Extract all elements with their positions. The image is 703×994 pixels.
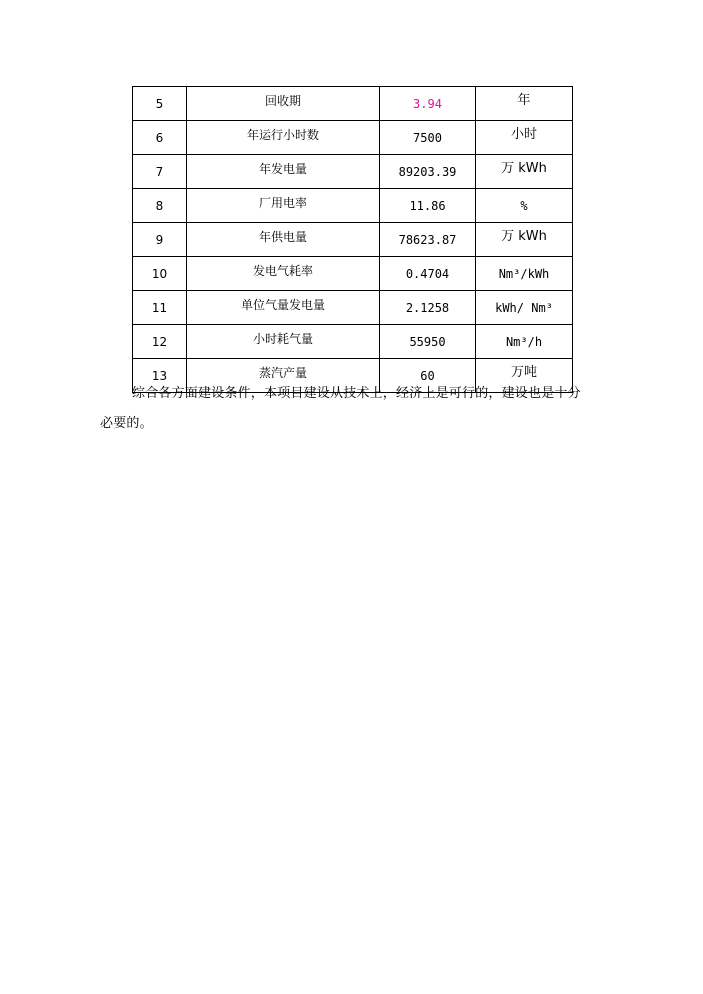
row-value-cell: 78623.87: [380, 223, 476, 257]
row-unit-cell: Nm³/h: [476, 325, 573, 359]
row-name-cell: 单位气量发电量: [187, 291, 380, 325]
row-unit-cell: Nm³/kWh: [476, 257, 573, 291]
row-index-cell: 5: [133, 87, 187, 121]
row-name-cell: 小时耗气量: [187, 325, 380, 359]
row-unit-cell: 年: [476, 87, 573, 121]
row-value-cell: 0.4704: [380, 257, 476, 291]
row-index-cell: 8: [133, 189, 187, 223]
row-unit-cell: 万 kWh: [476, 155, 573, 189]
row-name-cell: 发电气耗率: [187, 257, 380, 291]
row-index-cell: 12: [133, 325, 187, 359]
row-name-cell: 年发电量: [187, 155, 380, 189]
indicator-table-body: [133, 87, 573, 393]
row-value-cell: 3.94: [380, 87, 476, 121]
table-row: [133, 121, 573, 155]
indicator-table: [132, 86, 573, 393]
row-index-cell: 7: [133, 155, 187, 189]
table-row: [133, 291, 573, 325]
table-row: [133, 223, 573, 257]
row-unit-cell: 小时: [476, 121, 573, 155]
row-name-cell: 厂用电率: [187, 189, 380, 223]
conclusion-paragraph: 综合各方面建设条件，本项目建设从技术上，经济上是可行的，建设也是十分必要的。: [100, 386, 581, 431]
row-index-cell: 11: [133, 291, 187, 325]
row-value-cell: 11.86: [380, 189, 476, 223]
row-value-cell: 60: [380, 359, 476, 393]
row-name-cell: 蒸汽产量: [187, 359, 380, 393]
table-row: [133, 87, 573, 121]
row-index-cell: 9: [133, 223, 187, 257]
row-unit-cell: kWh/ Nm³: [476, 291, 573, 325]
row-name-cell: 年供电量: [187, 223, 380, 257]
row-index-cell: 13: [133, 359, 187, 393]
row-name-cell: 回收期: [187, 87, 380, 121]
table-row: [133, 257, 573, 291]
row-unit-cell: %: [476, 189, 573, 223]
row-value-cell: 89203.39: [380, 155, 476, 189]
table-row: [133, 155, 573, 189]
row-value-cell: 7500: [380, 121, 476, 155]
row-value-cell: 55950: [380, 325, 476, 359]
row-index-cell: 10: [133, 257, 187, 291]
row-index-cell: 6: [133, 121, 187, 155]
table-row: [133, 325, 573, 359]
row-unit-cell: 万吨: [476, 359, 573, 393]
table-row: [133, 189, 573, 223]
row-name-cell: 年运行小时数: [187, 121, 380, 155]
row-unit-cell: 万 kWh: [476, 223, 573, 257]
row-value-cell: 2.1258: [380, 291, 476, 325]
